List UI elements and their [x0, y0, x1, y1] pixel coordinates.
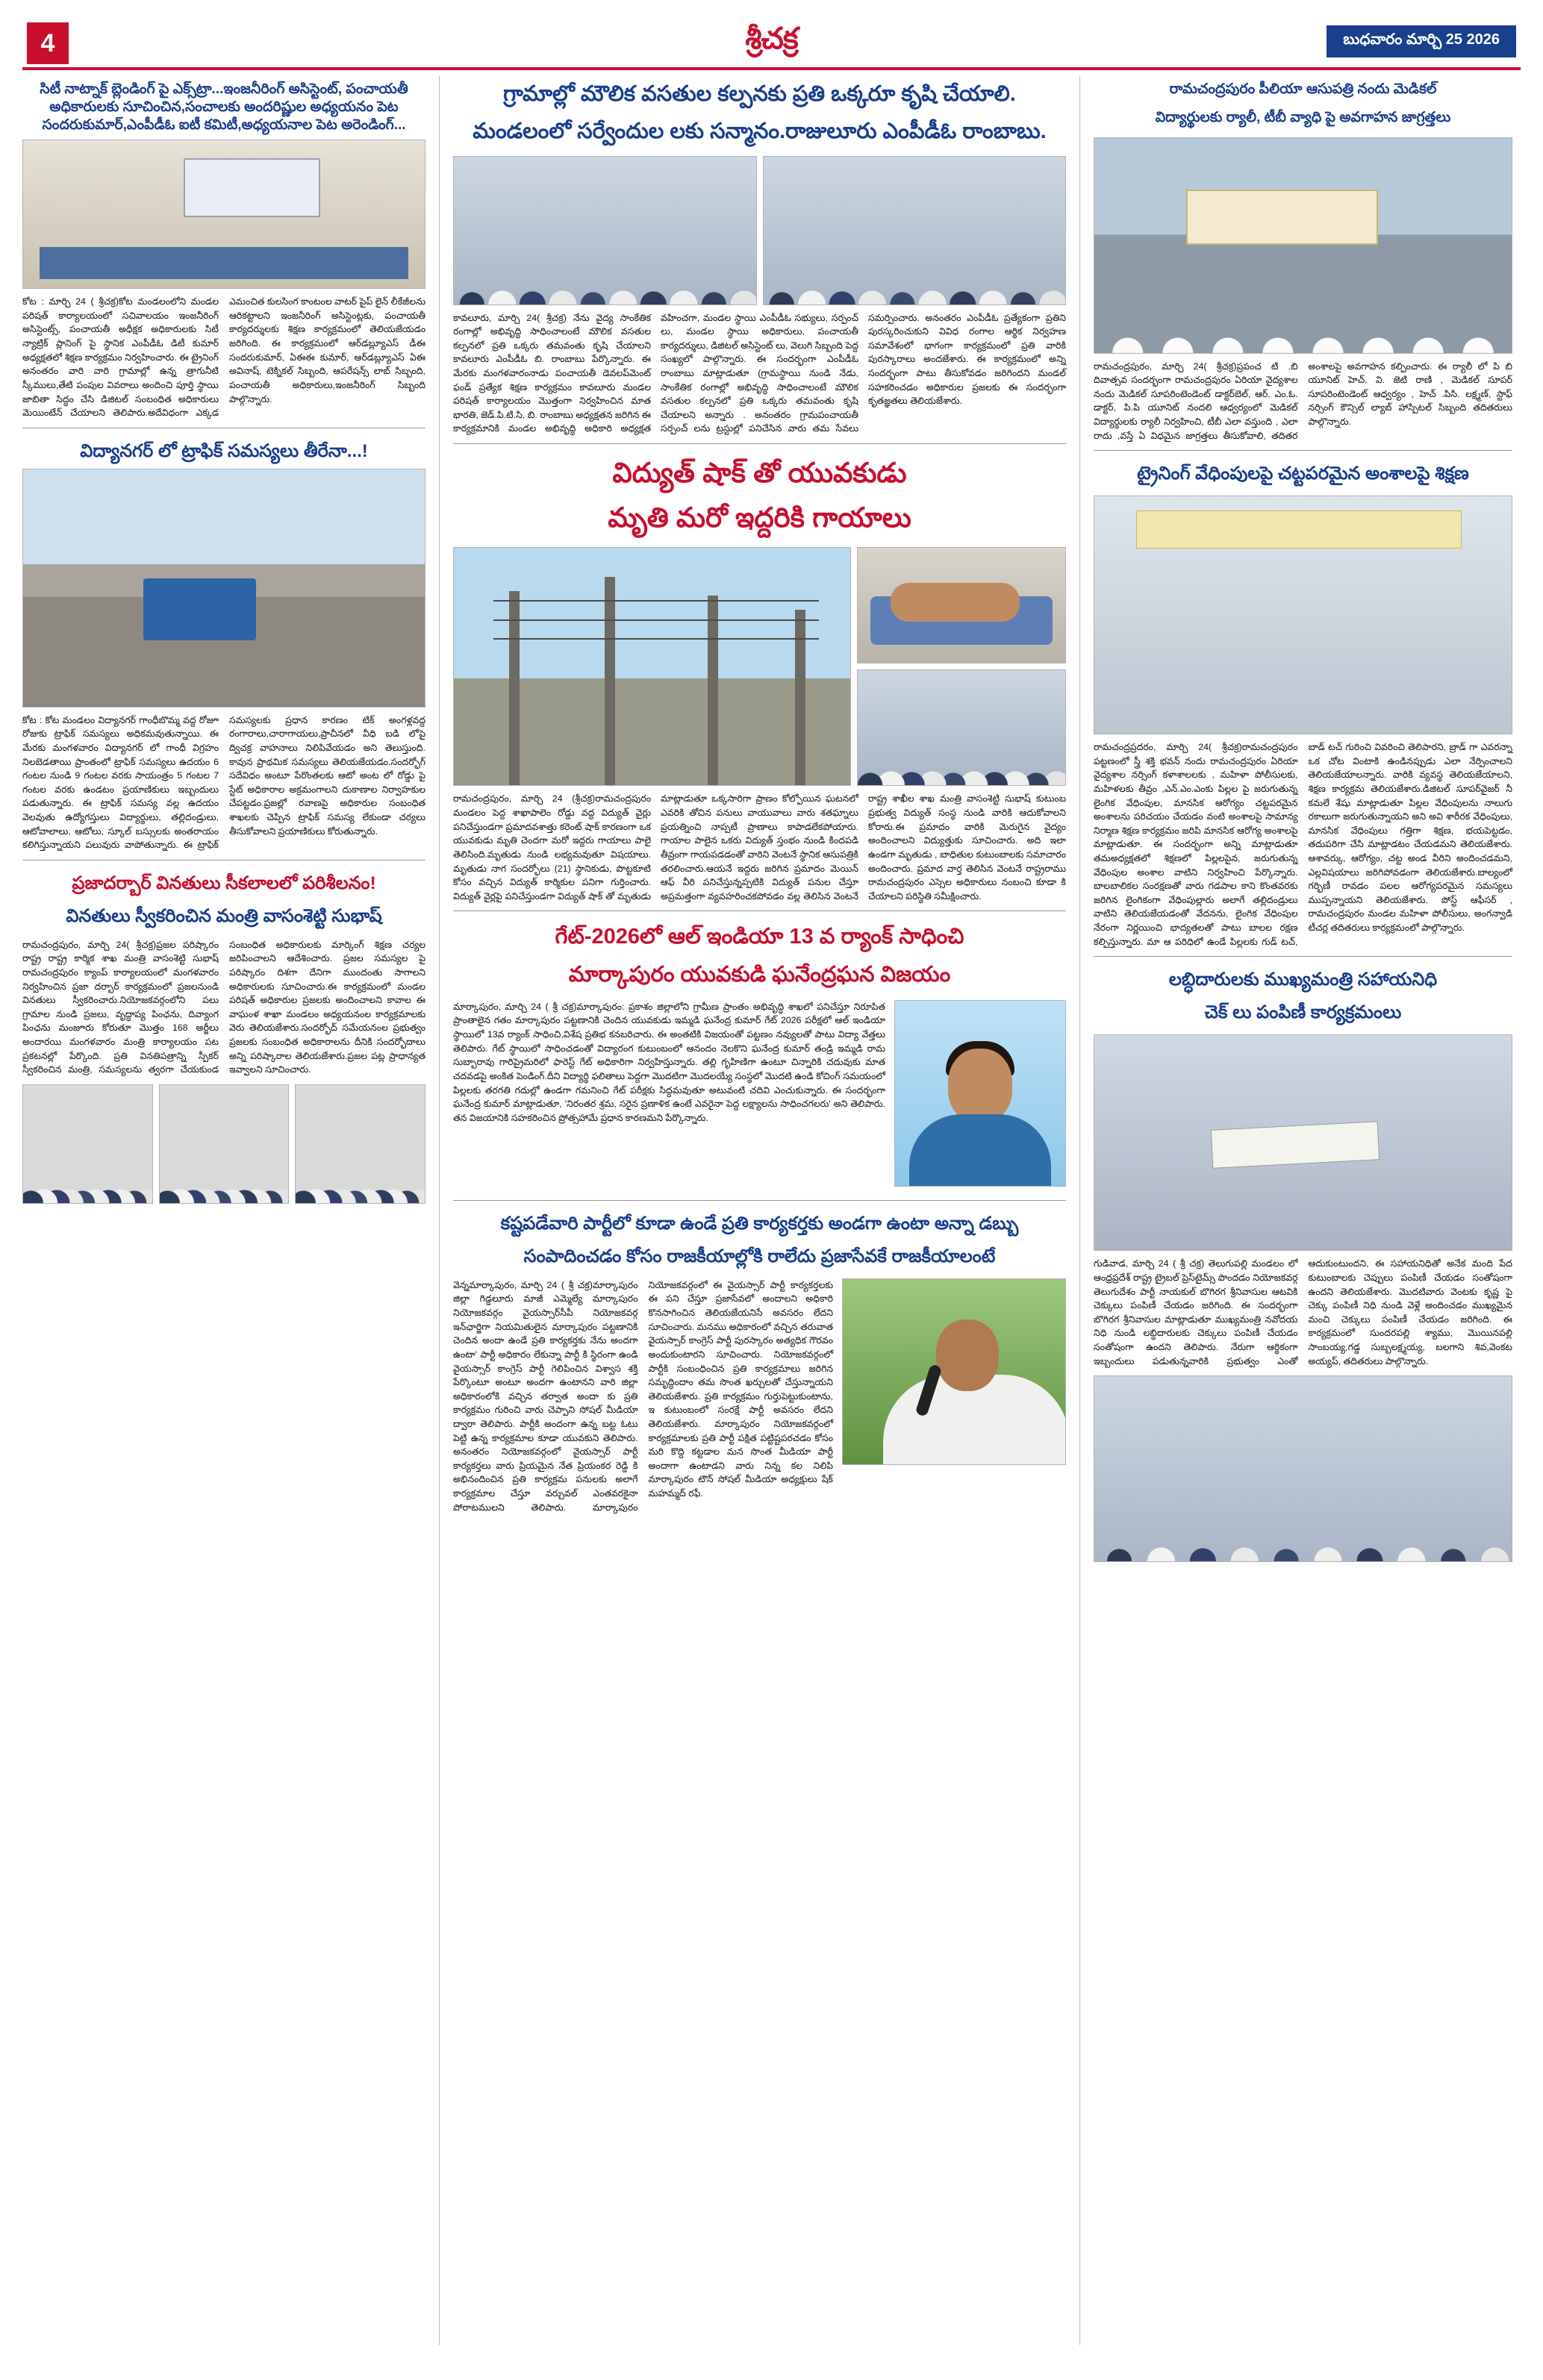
right-article-3-headline-2: చెక్ లు పంపిణీ కార్యక్రమంలు — [1204, 1002, 1402, 1023]
right-column — [1079, 76, 1512, 2345]
center-article-2-photo-pole — [453, 547, 851, 786]
center-article-2-photo-crowd — [857, 669, 1066, 786]
left-article-1-body: కోట : మార్చి 24 ( శ్రీచక్ర)కోట మండలంలోని మండల పరిషత్ కార్యాలయంలో సచివాలయం ఇంజనీరింగ్ అసిస్టెంట్స్, పంచాయతీ అధీక్షక అధికారులకు సిటీ న్యాట్రిక్ ప్లానింగ్ పై స్థానిక ఎంపీడీఓ డిటీ కుమార్ అధ్యక్షతలో శిక్షణ కార్యక్రమం నిర్వహించారు. ఈ ట్రైనింగ్ అనంతరం వారి వారి గ్రామాల్లో ఉన్న త్రాగునీటి స్కీములు,తేటి పంపుల వివరాలు అందించి పూర్తి స్థాయి జాబితా సిద్ధం చేసి డిజిటల్ సంబంధిత అధికారులు మెయింటేన్ చేయాలని తెలిపారు.అదేవిధంగా ఎక్కడ ఎమంచిత కులసింగ కాంటంల వాటర్ పైప్ లైన్ లీకేజీలను ఆరికట్టాలని ఇంజనీరింగ్ అసిస్టెంట్లకు, పంచాయతీ కార్యదర్శులకు శిక్షణ కార్యక్రమంలో తెలియజేయడం జరిగింది. ఈ కార్యక్రమంలో ఆర్‌డబ్ల్యూఎస్ డీఈ సందరుకుమార్, ఏఈఈ కుమార్, ఆర్‌డబ్ల్యూఎస్ ఏఈ అవినాష్, టెక్నికల్ సిబ్బంది, ఆపరేషన్స్ లాబ్ సిబ్బంది, పంచాయతీ అధికారులు,ఇంజనీరింగ్ సిబ్బంది పాల్గొన్నారు. — [22, 296, 426, 419]
right-article-3-photo-2 — [1094, 1375, 1512, 1562]
center-article-3-headline-1: గేట్-2026లో ఆల్ ఇండియా 13 వ ర్యాంక్ సాధించి — [555, 925, 964, 949]
center-article-4-headline-2: సంపాదించడం కోసం రాజకీయాల్లోకి రాలేదు ప్రజాసేవకే రాజకీయాలంటే — [523, 1246, 996, 1266]
center-article-1-headline-1: గ్రామాల్లో మౌలిక వసతుల కల్పనకు ప్రతి ఒక్కరూ కృషి చేయాలి. — [503, 82, 1016, 106]
left-bottom-photo-3 — [295, 1084, 426, 1204]
right-article-3-photo-1 — [1094, 1034, 1512, 1251]
left-article-2-body: కోట : కోట మండలం విద్యానగర్ గాంధీబొమ్మ వద్ద రోజూ రోజుకు ట్రాఫిక్ సమస్యలు అధికమవుతున్నాయి. ఈ మేరకు మంగళవారం విద్యానగర్ లో గాంధీ విగ్రహం నిలబెడతాయి ప్రాంతంలో ట్రాఫిక్ సమస్యలు ఉదయం 6 గంటల నుండి 9 గంటల వరకు సాయంత్రం 5 గంటల 7 గంటల వరకు ఉండటం ప్రయాణికులు ఇబ్బందులు పడుతున్నారు. ఈ ట్రాఫిక్ సమస్య వల్ల ఉదయం వెలవుతు ఉద్యోగస్తులు విద్యార్థులు, తల్లిదండ్రులు, ఆటోవాలాలు, ఆటోలు, స్కూల్ బస్సులకు అంతరాయం కలిగిస్తున్నాయని పలువురు వాపోతున్నారు. ఈ ట్రాఫిక్ సమస్యలకు ప్రధాన కారణం టిక్ అంగళ్లవద్ద రంగారాలు,చారాగాయలు,ప్రాచీనలో వీధి బడి లోపై ద్విచక్ర వాహనాలు నిలిపివేయడం అని తెలుస్తుంది. కావున ప్రాథమిక సమస్యలు తెలియజేయడం.సందర్భోగ్ సదేవిధం అంటూ పేరొంతలకు ఆటో అంట లో రోడ్డు పై స్టేట్ అధికారాల అక్రమంగాలని దుకాణాల నిర్వాహకుల చేపట్టడం.ప్రజల్లో రవాణపై అధికారుల సంబంధిత శాఖలకు చెప్పిన ట్రాఫిక్ సమస్య లేకుండా చర్యలు తీసుకోవాలని ప్రయాణికులు కోరుతున్నారు. — [22, 714, 426, 851]
right-article-3-headline-1: లబ్ధిదారులకు ముఖ్యమంత్రి సహాయనిధి — [1168, 969, 1438, 990]
masthead-date: బుధవారం మార్చి 25 2026 — [1327, 25, 1516, 57]
center-article-2-headline-2: మృతి మరో ఇద్దరికి గాయాలు — [608, 502, 911, 534]
right-article-1-headline-1: రామచంద్రపురం పీలియా ఆసుపత్రి నందు మెడికల్ — [1169, 81, 1437, 97]
center-article-1-photos — [453, 156, 1066, 305]
center-article-4-headline-1: కష్టపడేవారి పార్టీలో కూడా ఉండే ప్రతి కార్యకర్తకు అండగా ఉంటా అన్నా డబ్బు — [500, 1213, 1019, 1234]
center-divider-1 — [453, 443, 1066, 444]
center-article-3-headline-2: మార్కాపురం యువకుడి ఘనేంద్రఘన విజయం — [568, 962, 951, 987]
center-article-4-body: వెన్నమార్కాపురం, మార్చి 24 ( శ్రీ చక్ర)మార్కాపురం జిల్లా గిడ్డలూరు మాజీ ఎమ్మెల్యే మార్కాపురం నియోజకవర్గం వైయస్సార్‌సీపీ నియోజకవర్గ ఇన్‌ఛార్జిగా నియమితులైన మార్కాపురం పట్టణానికి చెందిన అందా ఉండే ప్రతి కార్యకర్తకు నేను అందగా ఉంటా' పార్టీ అధికారం లేకున్నా పార్టీ కి స్థిరంగా ఉండి వైయస్సార్ కాంగ్రెస్ పార్టీ గెలిపించిన విశ్వాస శక్తి పేర్కొంటూ అంటూ అందగా ఉంటానని వారి జిల్లా అధికారంలోకి వచ్చిన తర్వాత అందా కు ప్రతి కార్యక్రమం గురించి వారు చెప్పాని సోషల్ మీడియా ద్వారా తెలిపారు. పార్టీకి అందంగా ఉన్న బట్ట ఓటు పెట్టి ఉన్న కార్యక్రమాల కూడా యువకుని తెలిపారు. అనంతరం నియోజకవర్గంలో వైయస్సార్ పార్టీ కార్యకర్తలు వారు ప్రియమైన నేత ప్రియంకర రెడ్డి కి అభినందించిన ప్రతి కార్యక్రమ పనులకు అలాగే కార్యక్రమాల చేస్తూ వర్చువల్ ఎంతవరకైనా పోరాటములని తెలిపారు. మార్కాపురం నియోజకవర్గంలో ఈ వైయస్సార్ పార్టీ కార్యకర్తలకు ఈ పని చేస్తూ ప్రజాసేవలో అందాలని అధికారి కొనసాగించిన తెలియజేయనిసే అవసరం లేదని సూచించారు. మనము అధికారంలో వచ్చిన తరువాత వైయస్సార్ కాంగ్రెస్ పార్టీ పురస్కారం అత్యధిక గౌరవం అందుకుంటారని సూచించారు. నియోజకవర్గంలో పార్టీకి సంబంధించిన ప్రతి కార్యక్రమాలు జరిగిన సమృద్ధిందాం తమ సొంత ఖర్చులతో చేస్తున్నాయని తెలియజేశారు. ప్రతి కార్యక్రమం గుర్తుపెట్టుకుంటాను, ఇ కుటుంబంలో సంరక్షే పార్టీ అవసరం లేదని తెలియజేశారు. మార్కాపురం నియోజకవర్గంలో కార్యక్రమాలకు ప్రతి పార్టీ పక్షిత పట్టిష్టపరచడం కోసం మరి కొద్ది కట్టడాల మన సొంత మీడియా పార్టీ అందాగా ఉంటాడని వారు నిన్న కల నిలిపి మార్కాపురం టౌన్ సోషల్ మీడియా అధ్యక్షులు షేక్ మహమ్మద్ రఫీ. — [453, 1279, 833, 1513]
center-column — [439, 76, 1066, 2345]
right-article-1-photo — [1094, 137, 1512, 354]
right-divider-2 — [1094, 956, 1512, 957]
center-article-4-wrap — [453, 1278, 1066, 1514]
left-article-1-photo — [22, 140, 426, 289]
newspaper-logo: శ్రీచక్ర — [745, 22, 798, 55]
left-article-3-headline-1: ప్రజాదర్బార్ వినతులు సీకలాలలో పరిశీలనం! — [72, 872, 376, 893]
right-article-1-headline-2: విద్యార్థులకు ర్యాలీ, టీబీ వ్యాధి పై అవగాహన జాగ్రత్తలు — [1155, 109, 1451, 125]
center-article-2-photo-victim — [857, 547, 1066, 663]
masthead — [22, 21, 1521, 70]
page-columns — [22, 76, 1521, 2345]
center-article-1-photo-2 — [763, 156, 1067, 305]
left-divider-2 — [22, 860, 426, 861]
right-article-1-body: రామచంద్రపురం, మార్చి 24( శ్రీచక్ర)ప్రపంచ టి .బి దివాత్సవ సందర్భంగా రామచంద్రపురం ఏరియా వైద్యశాల నందు మెడికల్ సూపరింటెండెంట్ డాక్టర్‌బెల్, ఆర్. ఎం.ఓ. డాక్టర్, పి.పి యూనిట్ నందలి ఆధ్వర్యంలో మెడికల్ విద్యార్థులకు ర్యాలీ నిర్వహించి, టీబీ ఎలా వస్తుంది , ఎలా రాదు ,వస్తే ఏ విధమైన జాగ్రత్తలు తీసుకోవాలి, తదితర అంశాలపై అవగాహన కల్పించారు. ఈ ర్యాలీ లో పి బి యూనిట్ హెచ్. వి. జెటి రాణి , మెడికల్ సూపర్ సూపరింటెండెంట్ ఆధ్వర్యం , హెచ్ .పిసి. లక్ష్మణ్, స్టాఫ్ నర్సింగ్ కౌన్సిల్ ల్యాబ్ హాస్పిటల్ సిబ్బంది తదితరులు పాల్గొన్నారు. — [1094, 360, 1512, 441]
left-article-3-body: రామచంద్రపురం, మార్చి 24( శ్రీచక్ర)ప్రజల పరిష్కారం రాష్ట్ర రాష్ట్ర కార్మిక శాఖ మంత్రి వాసంశెట్టి సుభాష్ రామచంద్రపురం క్యాంప్ కార్యాలయంలో మంగళవారం నిర్వహించిన ప్రజా దర్బార్ కార్యక్రమంలో ప్రజలనుండి వినతులు స్వీకరించారు.నియోజకవర్గంలోని పలు గ్రామాల నుండి ప్రజలు, వృద్ధాప్య పింఛను, దివ్యాంగ పింఛను మంజూరు కోరుతూ మొత్తం 168 అర్జీలు అందారయి మంగళవారం మంత్రి కార్యాలయం పట ప్రకటనల్లో పేర్కొంది. ప్రతి వినతిపత్రాన్ని స్పీకర్ స్వీకరించిన మంత్రి, సమస్యలను త్వరగా చేయకుండ సంబంధిత అధికారులకు మార్కింగ్ శిక్షణ చర్యల జరిపించాలని ఆదేశించారు. ప్రజల సమస్యల పై పరిష్కారం దిశగా దేనిగా ముందంతు సాగాలని అధికారులకు సూచించారు.ఈ కార్యక్రమంలో మండల పరిషత్ అధికారుల ప్రజలకు అందించాలని కావాల ఈ వాఘంళ శాఖా మండలం అధ్యయనంల కార్యక్రమాలకు వెరు తెలియజేశారు.సందర్భోద్ సమేయనంల ప్రభుత్వం ప్రజలకు సంబంధిత అధికారాలను దీనికి సందర్భోదాలు అన్ని పరిష్కారాల తెలియజేశారు.ప్రజల పట్ల ప్రాధాన్యత ఇవ్వాలని సూచించారు. — [22, 939, 426, 1075]
left-bottom-photo-1 — [22, 1084, 153, 1204]
center-article-1-headline-2: మండలంలో సర్వేందుల లకు సన్మానం.రాజులూరు ఎంపీడీఓ రాంబాబు. — [473, 119, 1047, 144]
right-article-2-photo — [1094, 496, 1512, 734]
page-number: 4 — [27, 22, 69, 64]
center-article-2-body: రామచంద్రపురం, మార్చి 24 (శ్రీచక్ర)రామచంద్రపురం మండలం పెద్ద శాఖాపాలెం రోడ్డు వద్ద విద్యుత్ వైర్లు పనిచేస్తుండగా ప్రమాదవశాత్తు కరెంట్ షాక్ కారణంగా ఒక యువకుడు మృతి చెందగా మరో ఇద్దరు గాయాలు పాలై తెలిసింది.మృతుడు నుండి లభ్యమవుతూ విషయాలు. మృతుడు నాగ సందర్భోలు (21) స్థానికుడు, పొట్టకూటి కోసం వచ్చిన విద్యుత్ కార్మికుల పనిగా గుర్తించారు. విద్యుత్ వైర్లపై పనిచేస్తుండగా విద్యుత్ షాక్ తో మృతుడు మాట్లాడుతూ ఒక్కసారిగా ప్రాణం కోల్పోయిన ఘటనలో ఎవరికి తోచిన పనులు వాయువాలు వారు శతఘ్నాలు ప్రయత్నించి నాప్పటీ ప్రాణాలు కాపాడలేకపోయారు. గాయాల పాలైన ఒకరు విద్యుత్ స్తంభం నుండి కిందపడి తీవ్రంగా గాయపడడంతో వారిని వెంటనే స్థానిక ఆసుపత్రికి తరలించారు.ఆయనే ఇద్దరు జరిగిన ప్రమాదం మెయిన్ ఆఫ్ వీరి పనిచేస్తున్నప్పటికి విద్యుత్ పనుల చేస్తూ అప్రమత్తంగా వ్యవహరించకపోవడం వల్ల తెలిసిన వెంటనే రాష్ట్ర శాఖీల శాఖ మంత్రి వాసంశెట్టి సుభాష్ కుటుంబ ప్రభుత్వ విద్యుత్ సంస్థ నుండి వారికి ఆదుకోవాలని కోరారు.ఈ ప్రమాదం వారికి మెరుగైన వైద్యం అందించాలని విద్యుత్తుకు సూచించారు. అది ఇలా ఉండగా మృతుడు , బాధితుల కుటుంబాలకు సమాచారం అందించారు. ప్రమాద వార్త తెలిసిన వెంటనే రాష్ట్రరాము రామచంద్రపురం ఎస్సెల అధికారులు నంబంచి కూడా కి చేయాలని పరిస్థితి సమీక్షించారు. — [453, 793, 1066, 902]
left-article-2-headline: విద్యానగర్ లో ట్రాఫిక్ సమస్యలు తీరేనా...! — [80, 440, 368, 461]
right-divider-1 — [1094, 450, 1512, 451]
center-article-2-photos — [453, 547, 1066, 786]
left-article-3-headline-2: వినతులు స్వీకరించిన మంత్రి వాసంశెట్టి సుభాష్ — [66, 905, 382, 926]
left-bottom-photo-strip — [22, 1084, 426, 1204]
center-article-1-body: కావలూరు, మార్చి 24( శ్రీచక్ర) నేను వైద్య సాంకేతిక రంగాల్లో అభివృద్ధి సాధించాలంటే మౌలిక వసతుల కల్పనలో ప్రతి ఒక్కరు తమవంతు కృషి చేయాలని కావలూరు ఎంపీడీఓ బి. రాంబాబు పేర్కొన్నారు. ఈ మేరకు మంగళవారంనాడు పంచాయతీ డెవలప్‌మెంట్ ఫండ్ ప్రత్యేక శిక్షణ కార్యక్రమం కావలూరు మండల పరిషత్ కార్యాలయం మొత్తంగా నిర్వహించిన మాత భారతి, జెడ్.పి.టి.సి. బి. రాంబాబు అధ్యక్షతన జరిగిన ఈ కార్యక్రమానికి మండల అభివృద్ధి అధికారి అధ్యక్షత వహించగా, మండల స్థాయి ఎంపీడీఓ సభ్యులు, సర్పంచ్ లు, మండల స్థాయి అధికారులు, పంచాయతీ కార్యదర్శులు, డిజిటల్ అసిస్టెంట్ లు, వెలుగి సిబ్బంది పెద్ద సంఖ్యలో పాల్గొన్నారు. ఈ సందర్భంగా ఎంపీడీఓ రాంబాబు మాట్లాడుతూ (గ్రామస్థాయి నుండి నేడు, సాంకేతిక రంగాల్లో అభివృద్ధి సాధించాలంటే మౌలిక వసతుల కల్పనలో ప్రతి ఒక్కరు తమవంతు కృషి చేయాలని అన్నారు . అనంతరం గ్రామపంచాయతీ సర్పంచ్ లను ట్రస్టుల్లో పనిచేసిన వారు తమ సేవలు సమర్పించారు. అనంతరం ఎంపీడీఓ ప్రత్యేకంగా ప్రతిని పురస్కరించుకుని వివిధ రంగాల ఆర్థిక నిర్వహణ సమావేశంలో భాగంగా కార్యక్రమంలో ప్రతి వారికి పురస్కారాలు అందజేశారు. ఈ కార్యక్రమంలో అన్ని సందర్భంగా పాటు తీసుకోవడం జరిగిందని మండల్ సహకరించడం అధికారుల ప్రజలకు ఈ సందర్భంగా కృతజ్ఞతలు తెలియజేశారు. — [453, 312, 1066, 434]
center-article-3-portrait — [894, 1000, 1066, 1187]
center-divider-3 — [453, 1200, 1066, 1201]
right-article-3-body: గుడివాడ, మార్చి 24 ( శ్రీ చక్ర) తెలుగుపల్లి మండలం లో ఆంధ్రప్రదేశ్ రాష్ట్ర ట్రైబల్ ప్రెస్‌టైమ్స్ పొందడం నియోజకవర్గ తెలుగుదేశం పార్టీ నాయకుల్ బొగిరగ శ్రీనివాసుల ఆటవికి చెక్కులు పంపిణీ చేయడం జరిగింది. ఈ సందర్భంగా బొగిరగ శ్రీనివాసుల మాట్లాడుతూ ముఖ్యమంత్రి నవోదయ నిధి నుండి లబ్ధిదారులకు చెక్కులు పంపిణీ చేయడం సంతోషంగా ఉందని తెలిపారు. నేరుగా ఆర్థికంగా ఇబ్బందులు పడుతున్నవారికి ప్రభుత్వం ఎంతో ఆదుకుంటుందని, ఈ సహాయనిధితో అనేక మంది పేద కుటుంబాలకు చెప్పులు పంపిణీ చేయడం సంతోషంగా ఉందని తెలియజేశారు. మొదటివారు వెంటకు కృష్ణ పై చెక్కు పంపిణీ నిధి నుండి వెళ్లే అందించడం ముఖ్యమైన మంచి చెక్కులు పంపిణీ చేయడం జరిగింది. ఈ కార్యక్రమంలో సుందరపల్లి శ్యాము, మొయినపల్లి సాంబయ్య,గడ్డ సుబ్బలక్ష్మయ్య, బలగాని శివ,వెంకట అయ్యప్, తదితరులు పాల్గొన్నారు. — [1094, 1258, 1512, 1367]
center-article-1-photo-1 — [453, 156, 757, 305]
right-article-2-headline: ట్రైనింగ్ వేధింపులపై చట్టపరమైన అంశాలపై శిక్షణ — [1137, 463, 1469, 484]
center-article-2-headline-1: విద్యుత్ షాక్ తో యువకుడు — [612, 457, 907, 488]
left-column — [22, 76, 426, 2345]
center-article-4-photo — [842, 1278, 1066, 1465]
left-article-1-headline: సిటీ నాట్నాక్ బ్లెండింగ్ పై ఎక్స్‌ట్రా...ఇంజనీరింగ్ అసిస్టెంట్, పంచాయతీ అధికారులకు సూచించిన,సంచాలకు అందరిష్ణుల అధ్యయనం పెట సందరుకుమార్,ఎంపీడీఓ ఐటీ కమిటీ,అధ్యయనాల పెట అరెండింగ్... — [40, 81, 408, 133]
center-article-3-body: మార్కాపురం, మార్చి 24 ( శ్రీ చక్ర)మార్కాపురం: ప్రకాశం జిల్లాలోని గ్రామీణ ప్రాంతం అభివృద్ధి శాఖలో పనిచేస్తూ నిరూపిత ప్రాంతాలైన గతం మార్కాపురం పట్టణానికి చెందిన యువకుడు ఇమ్మడి ఘనేంద్ర కుమార్ గేట్ 2026 పరీక్షలో ఆల్ ఇండియా స్థాయిలో 13వ ర్యాంక్ సాధించి,విశేష ప్రతిభ కనబరిచారు. ఈ అంతటికి విజయంతో పట్టణం నవ్యులతో పాటు విద్యా వేత్తలు తెలిపారు. గేట్ స్థాయిలో సాధించడంతో విద్యారంగ కుటుంబంలో ఆనందం నెలకొని ఘనేంద్ర కుమార్ తండ్రి ఇమ్మడి రామ సుబ్బారావు గారిప్రైమరిలో ఫారెస్ట్ గేట్ అధికారిగా నిర్వహిస్తున్నారు. తల్లి గృహిణిగా ఉంటూ చిన్నారికి చదువుకు మాత చదవడపై అంకిత పెండింగ్.దీని విద్యార్థి ఫలితాలు పెద్దగా మొదటిగా మొదలయ్యే సంస్థలో మొదటి ఉండి కోచింగ్ సమయంలో పిల్లలకు తరగతి గదుల్లో ఉండగా గమనించి గేట్ పరీక్షకు సిద్ధమవుతూ అటువంటి చదివి ఎంచుకున్నారు. ఈ సందర్భంగా ఘనేంద్ర కుమార్ మాట్లాడుతూ, 'నిరంతర శ్రమ, సరైన ప్రణాళిక ఉంటే ఎవరైనా పెద్ద లక్ష్యాలను సాధించగలరు' అని తెలిపారు. తన విజయానికి సహకరించిన ప్రోత్సహామే ప్రధాన కారణమని పేర్కొన్నారు. — [453, 1001, 885, 1123]
left-article-2-photo — [22, 469, 426, 708]
right-article-2-body: రామచంద్రప్రదరం, మార్చి 24( శ్రీచక్ర)రామచంద్రపురం పట్టణంలో స్త్రీ శక్తి భవన్ నందు రామచంద్రపురం ఏరియా వైద్యశాల నర్సింగ్ కళాశాలలకు , మహిళా పోలీసులకు, మహిళలకు తీవ్రం ,ఎన్.ఎం.ఎంకు పిల్లల పై జరుగుతున్న లైంగిక వేధింపుల, మానసిక ఆరోగ్యం చట్టపరమైన అంశాలను పరిచయం చేయడం వంటి అంశాలపై సామాన్య నిర్మాణ శిక్షణ కార్యక్రమం జరిపి మానసిక ఆరోగ్య అంశాలపై మాట్లాడుతూ. ఈ సందర్భంగా అన్ని మాట్లాడుతూ తమఅధ్యక్షతలో శిక్షణలో పిల్లలపైన, జరుగుతున్న వేధింపుల అంశాల వాటిని నిర్వహించి పేర్కొన్నారు. బాలబాలికల సంరక్షణతో వారు గడపాల కాని కొంతవరకు జరిగిన లైంగికంగా వేధింపుల్లారు అలాగే తల్లిదండ్రులు వాటిని తెలియజేయడంతో వేదనను, లైంగిక వేధింపుల నేరంగా నిర్ణయించి భాద్యతలతో పాటు బాలల రక్షణ కల్పిస్తున్నారు. మా ఆ పరిధిలో ఉండే పిల్లలకు గుడ్ టచ్, బాడ్ టచ్ గురించి వివరించి తెలిపారని, బ్రాడ్ గా ఎవరన్నా ఒక చోట వింటాకి ఉండినప్పుడు ఎలా నేర్పించాలని తెలియజేయాలన్నారు. వారికి వ్యవస్థ తెలియజేయాలని, శిక్షణ కార్యక్రమ తెలియజేశారు.డిజిటల్ సూపర్‌వైజర్ నీ కమలే శేషు మాట్లాడుతూ పిల్లల వేధింపులను నాలుగు రకాలుగా జరుగుతున్నాయని అని అవి శారీరక వేధింపులు, మానసిక వేధింపులు గత్తిగా శిక్షణ, భయపెట్టడం, తదుపరిగా చేసి మాట్లాడటం చేయడమని తెలియజేశారు. ఆశావర్కు, ఆరోగ్యం, చట్ట అండ వీరిని అందించడమని, ఎల్లవిషయాలు జరిగిపోవడంగా తెలియజేశారు.బాల్యంలో గర్భిణీ రావడం పలల ఆరోగ్యపరమైన సమస్యలు ముప్పన్నాయని తెలియజేశారు. పోస్ట్ ఆఫీసర్ , రామచంద్రపురం మండల మహిళా పోలీసులు, అంగన్వాడి టీచర్ల తదితరులు కార్యక్రమంలో పాల్గొన్నారు. — [1094, 742, 1512, 947]
left-bottom-photo-2 — [159, 1084, 290, 1204]
